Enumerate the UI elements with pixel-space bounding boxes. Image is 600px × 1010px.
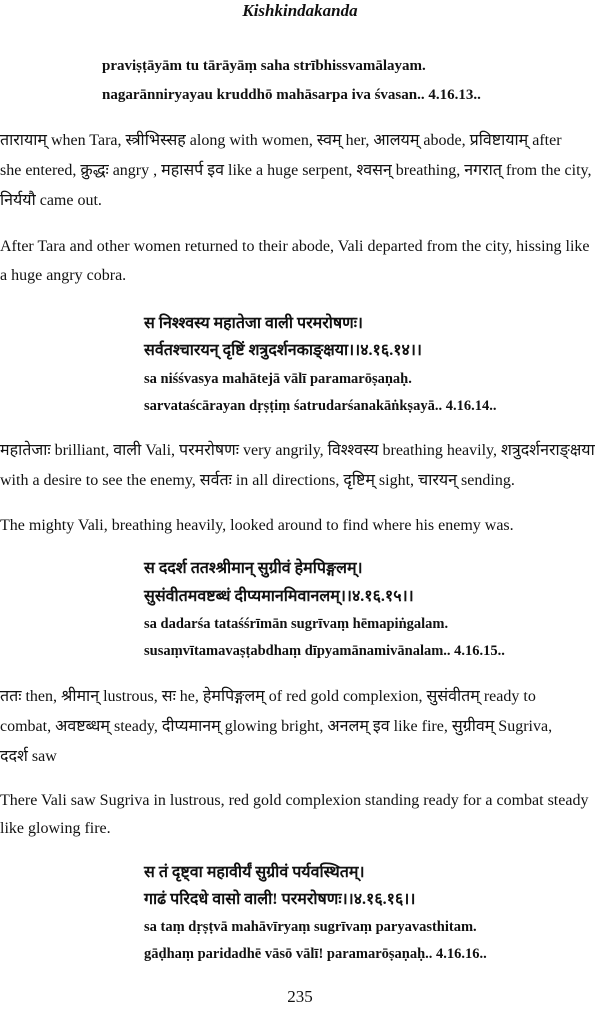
- verse-14-translit-line-1: sa niśśvasya mahātejā vālī paramarōṣaṇaḥ.: [144, 371, 412, 387]
- gloss-13-line-1: तारायाम् when Tara, स्त्रीभिस्सह along with women, स्वम् her, आलयम् abode, प्रविष्टायाम् after: [0, 132, 562, 149]
- page-number: 235: [287, 987, 313, 1006]
- verse-14-devanagari-line-1: स निश्श्वस्य महातेजा वाली परमरोषणः।: [144, 315, 363, 332]
- gloss-13-line-3: निर्ययौ came out.: [0, 192, 102, 209]
- verse-16-translit-line-2: gāḍhaṃ paridadhē vāsō vālī! paramarōṣaṇaḥ.. 4.16.16..: [144, 946, 487, 962]
- verse-16-devanagari-line-1: स तं दृष्ट्वा महावीर्यं सुग्रीवं पर्यवस्थितम्।: [144, 864, 365, 881]
- gloss-13-line-2: she entered, क्रुद्धः angry , महासर्प इव like a huge serpent, श्वसन् breathing, नगरात् from the city,: [0, 162, 592, 179]
- verse-16-translit-line-1: sa taṃ dṛṣṭvā mahāvīryaṃ sugrīvaṃ paryavasthitam.: [144, 919, 477, 935]
- verse-15-devanagari-line-2: सुसंवीतमवष्टब्धं दीप्यमानमिवानलम्।।४.१६.१५।।: [144, 588, 414, 605]
- verse-14-translit-line-2: sarvataścārayan dṛṣṭiṃ śatrudarśanakāṅkṣayā.. 4.16.14..: [144, 398, 497, 414]
- verse-14-devanagari-line-2: सर्वतश्चारयन् दृष्टिं शत्रुदर्शनकाङ्क्षया।।४.१६.१४।।: [144, 342, 422, 359]
- gloss-14-line-2: with a desire to see the enemy, सर्वतः in all directions, दृष्टिम् sight, चारयन् sending.: [0, 472, 515, 489]
- gloss-15-line-2: combat, अवष्टब्धम् steady, दीप्यमानम् glowing bright, अनलम् इव like fire, सुग्रीवम् Sugriva,: [0, 718, 553, 735]
- translation-15-line-1: There Vali saw Sugriva in lustrous, red gold complexion standing ready for a combat steady: [0, 792, 589, 809]
- verse-15-translit-line-2: susaṃvītamavaṣṭabdhaṃ dīpyamānamivānalam.. 4.16.15..: [144, 643, 505, 659]
- translation-14-line-1: The mighty Vali, breathing heavily, looked around to find where his enemy was.: [0, 517, 514, 534]
- verse-13-line-1: praviṣṭāyām tu tārāyāṃ saha strībhissvamālayam.: [102, 58, 426, 74]
- running-header: Kishkindakanda: [242, 1, 358, 20]
- gloss-15-line-3: ददर्श saw: [0, 748, 57, 765]
- verse-13-line-2: nagarānniryayau kruddhō mahāsarpa iva śvasan.. 4.16.13..: [102, 87, 481, 103]
- verse-15-devanagari-line-1: स ददर्श ततश्श्रीमान् सुग्रीवं हेमपिङ्गलम्।: [144, 560, 363, 577]
- translation-13-line-2: a huge angry cobra.: [0, 267, 127, 284]
- gloss-15-line-1: ततः then, श्रीमान् lustrous, सः he, हेमपिङ्गलम् of red gold complexion, सुसंवीतम् ready to: [0, 688, 536, 705]
- verse-16-devanagari-line-2: गाढं परिदधे वासो वाली! परमरोषणः।।४.१६.१६।।: [144, 891, 416, 908]
- gloss-14-line-1: महातेजाः brilliant, वाली Vali, परमरोषणः very angrily, विश्श्वस्य breathing heavily, शत्रुदर्शनराङ्क्षया: [0, 442, 595, 459]
- verse-15-translit-line-1: sa dadarśa tataśśrīmān sugrīvaṃ hēmapiṅgalam.: [144, 616, 449, 632]
- translation-15-line-2: like glowing fire.: [0, 820, 111, 837]
- translation-13-line-1: After Tara and other women returned to their abode, Vali departed from the city, hissing like: [0, 238, 590, 255]
